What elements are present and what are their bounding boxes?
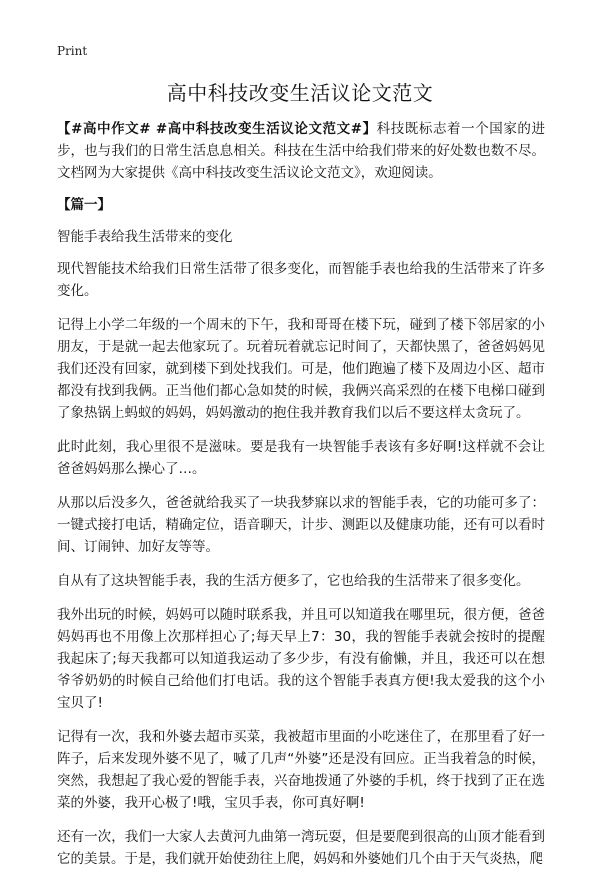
body-paragraph: 记得上小学二年级的一个周末的下午，我和哥哥在楼下玩，碰到了楼下邻居家的小朋友，于是就一起去他家玩了。玩着玩着就忘记时间了，天都快黑了，爸爸妈妈见我们还没有回家，就到楼下到处找我们。可是，他们跑遍了楼下及周边小区、超市都没有找到我俩。正当他们都心急如焚的时候，我俩兴高采烈的在楼下电梯口碰到了象热锅上蚂蚁的妈妈，妈妈激动的抱住我并教育我们以后不要这样太贪玩了。	[57, 317, 545, 421]
body-paragraph: 从那以后没多久，爸爸就给我买了一块我梦寐以求的智能手表，它的功能可多了：一键式接打电话，精确定位，语音聊天，计步、测距以及健康功能，还有可以看时间、订闹钟、加好友等等。	[57, 495, 545, 555]
body-paragraph: 记得有一次，我和外婆去超市买菜，我被超市里面的小吃迷住了，在那里看了好一阵子，后来发现外婆不见了，喊了几声“外婆”还是没有回应。正当我着急的时候，突然，我想起了我心爱的智能手表，兴奋地拨通了外婆的手机，终于找到了正在选菜的外婆，我开心极了!哦，宝贝手表，你可真好啊!	[57, 729, 545, 811]
section-heading: 【篇一】	[57, 197, 111, 213]
print-label: Print	[57, 44, 88, 58]
intro-tags: 【#高中作文# #高中科技改变生活议论文范文#】	[57, 121, 377, 137]
body-paragraph: 还有一次，我们一大家人去黄河九曲第一湾玩耍，但是要爬到很高的山顶才能看到它的美景。于是，我们就开始使劲往上爬，妈妈和外婆她们几个由于天气炎热，爬	[57, 829, 545, 867]
body-paragraph: 我外出玩的时候，妈妈可以随时联系我，并且可以知道我在哪里玩，很方便，爸爸妈妈再也不用像上次那样担心了;每天早上7：30，我的智能手表就会按时的提醒我起床了;每天我都可以知道我运动了多少步，有没有偷懒，并且，我还可以在想爷爷奶奶的时候自己给他们打电话。我的这个智能手表真方便!我太爱我的这个小宝贝了!	[57, 607, 545, 711]
essay-title: 智能手表给我生活带来的变化	[57, 229, 233, 245]
document-body	[57, 118, 545, 882]
body-paragraph: 现代智能技术给我们日常生活带了很多变化，而智能手表也给我的生活带来了许多变化。	[57, 261, 545, 299]
body-paragraph: 自从有了这块智能手表，我的生活方便多了，它也给我的生活带来了很多变化。	[57, 573, 530, 589]
intro-text: 科技既标志着一个国家的进步，也与我们的日常生活息息相关。科技在生活中给我们带来的好处数也数不尽。文档网为大家提供《高中科技改变生活议论文范文》，欢迎阅读。	[57, 121, 545, 181]
intro-paragraph	[57, 118, 545, 184]
page-title: 高中科技改变生活议论文范文	[166, 81, 434, 105]
body-paragraph: 此时此刻，我心里很不是滋味。要是我有一块智能手表该有多好啊!这样就不会让爸爸妈妈那么操心了…。	[57, 439, 545, 477]
